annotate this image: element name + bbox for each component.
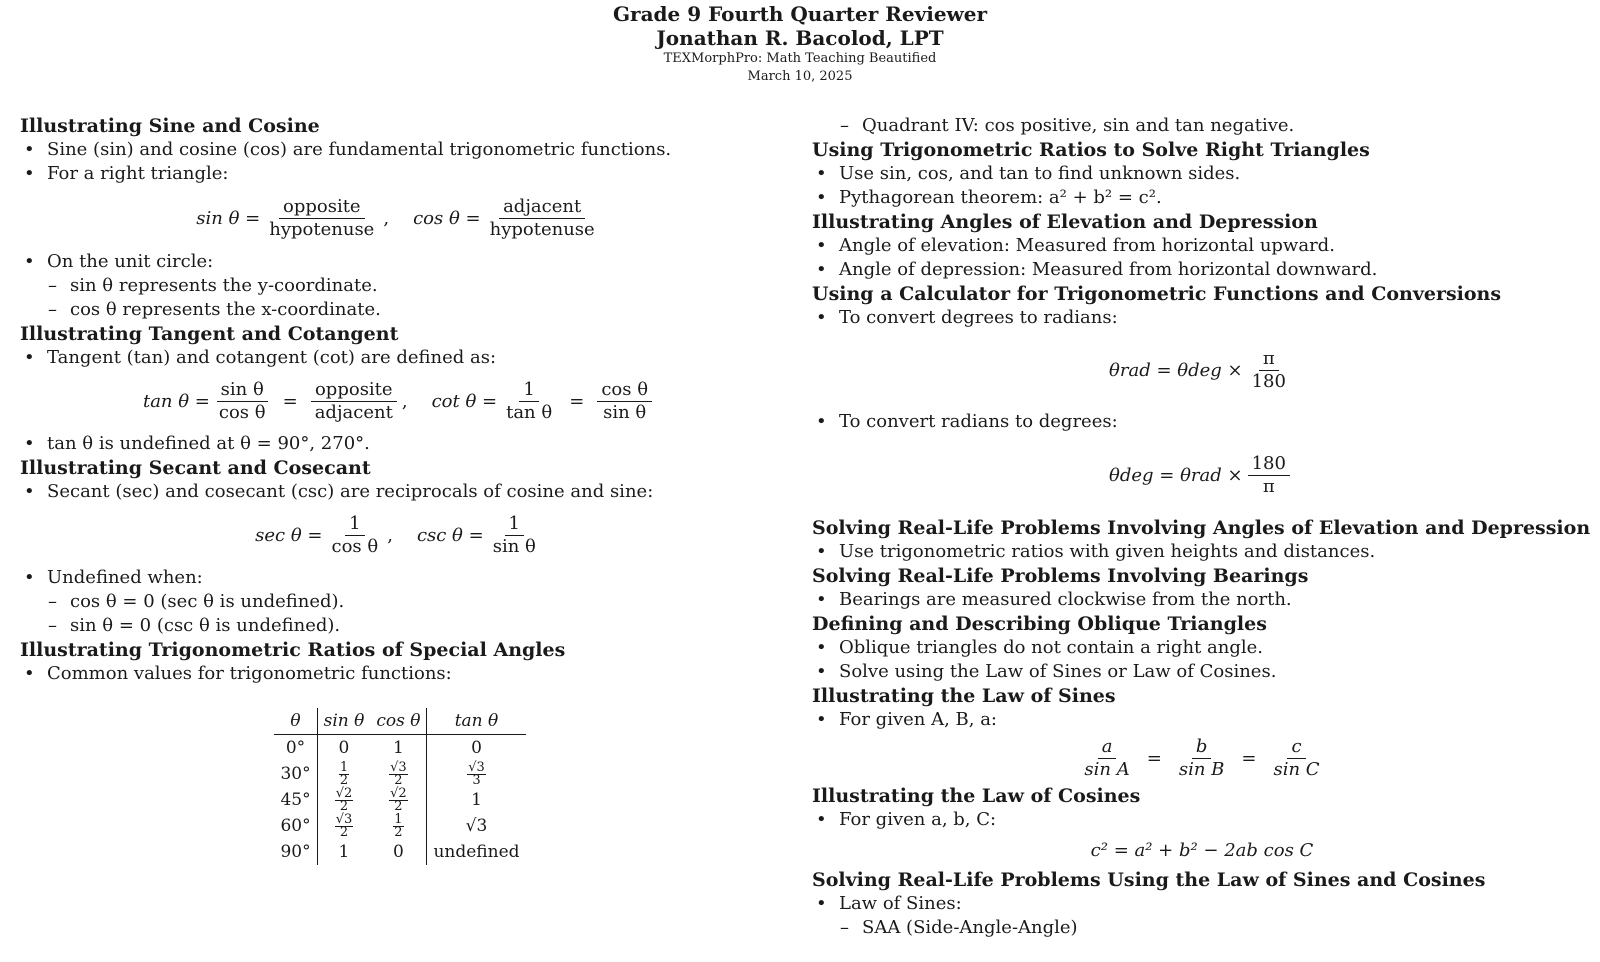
special-angles-table-wrapper [20, 708, 780, 865]
bullet-item: • To convert radians to degrees: [812, 410, 1592, 434]
document-title: Grade 9 Fourth Quarter Reviewer [612, 2, 988, 26]
small-fraction [335, 788, 354, 813]
table-cell-angle: 30° [274, 761, 317, 787]
small-fraction-den: 2 [394, 773, 403, 788]
section-heading: Defining and Describing Oblique Triangles [812, 613, 1267, 635]
table-header-cell: cos θ [370, 708, 427, 735]
table-cell: √3 [465, 816, 488, 836]
fraction-denominator: sin θ [492, 535, 536, 557]
table-row [274, 735, 525, 762]
small-fraction-num: √3 [335, 812, 353, 827]
equation-lhs: cos θ = [413, 207, 481, 229]
section-heading: Illustrating the Law of Cosines [812, 785, 1141, 807]
bullet-item: • Secant (sec) and cosecant (csc) are reciprocals of cosine and sine: [20, 480, 780, 504]
equals-sign: = [1146, 747, 1162, 769]
document-tagline: TEXMorphPro: Math Teaching Beautified [663, 51, 937, 66]
fraction [1269, 736, 1323, 781]
fraction-numerator: 180 [1248, 453, 1290, 476]
table-cell: 0 [370, 839, 427, 865]
bullet-item: • For a right triangle: [20, 162, 780, 186]
fraction [1248, 348, 1290, 393]
bullet-item: • Pythagorean theorem: a² + b² = c². [812, 186, 1592, 210]
bullet-item: • Oblique triangles do not contain a right angle. [812, 636, 1592, 660]
fraction-denominator: sin C [1273, 758, 1320, 780]
law-of-cosines-equation: c² = a² + b² − 2ab cos C [1090, 839, 1314, 861]
document-header [0, 2, 1600, 86]
fraction [1175, 736, 1229, 781]
bullet-item: • Tangent (tan) and cotangent (cot) are defined as: [20, 346, 780, 370]
fraction [489, 513, 540, 558]
table-cell [317, 761, 370, 787]
fraction [311, 379, 397, 424]
table-cell-angle: 90° [274, 839, 317, 865]
fraction-denominator: hypotenuse [269, 218, 375, 240]
small-fraction-num: 1 [394, 812, 403, 827]
small-fraction [339, 762, 349, 787]
small-fraction-num: √3 [468, 760, 485, 775]
section-heading: Using Trigonometric Ratios to Solve Right Triangles [812, 139, 1370, 161]
table-header-row [274, 708, 525, 735]
fraction-numerator: 1 [519, 379, 538, 402]
table-cell-angle: 60° [274, 813, 317, 839]
table-cell: 0 [471, 738, 482, 758]
small-fraction-den: 2 [394, 799, 403, 814]
table-cell [370, 761, 427, 787]
fraction-denominator: sin B [1178, 758, 1225, 780]
table-row [274, 813, 525, 839]
fraction [1080, 736, 1133, 781]
section-heading: Illustrating Trigonometric Ratios of Special Angles [20, 639, 566, 661]
comma: , [383, 207, 390, 229]
fraction-denominator: 180 [1251, 370, 1286, 392]
table-cell: 1 [370, 735, 427, 762]
fraction-numerator: cos θ [597, 379, 652, 402]
bullet-item: • Law of Sines: [812, 892, 1592, 916]
small-fraction-num: √2 [390, 786, 407, 801]
equals-sign: = [1241, 747, 1257, 769]
equation-lhs: θdeg = θrad × [1109, 464, 1243, 486]
equation-lhs: sin θ = [196, 207, 261, 229]
small-fraction-num: √2 [335, 786, 353, 801]
bullet-item: • tan θ is undefined at θ = 90°, 270°. [20, 432, 780, 456]
fraction-denominator: tan θ [506, 401, 553, 423]
fraction [597, 379, 652, 424]
bullet-item: • Common values for trigonometric functions: [20, 662, 780, 686]
small-fraction [389, 762, 408, 787]
fraction-numerator: opposite [311, 379, 397, 402]
special-angles-table [274, 708, 525, 865]
small-fraction-num: 1 [339, 760, 349, 775]
sub-bullet-item: – sin θ represents the y-coordinate. [20, 274, 780, 298]
fraction-denominator: adjacent [314, 401, 393, 423]
table-cell [317, 813, 370, 839]
small-fraction [389, 788, 408, 813]
right-column [812, 114, 1592, 940]
fraction-denominator: sin A [1084, 758, 1130, 780]
sub-bullet-item: – cos θ represents the x-coordinate. [20, 298, 780, 322]
fraction-numerator: sin θ [217, 379, 268, 402]
fraction [215, 379, 270, 424]
equation-lhs: cot θ = [431, 390, 498, 412]
table-cell [427, 761, 526, 787]
section-heading: Using a Calculator for Trigonometric Functions and Conversions [812, 283, 1502, 305]
table-cell: undefined [433, 842, 520, 862]
bullet-item: • For given a, b, C: [812, 808, 1592, 832]
sub-bullet-item: – sin θ = 0 (csc θ is undefined). [20, 614, 780, 638]
document-author: Jonathan R. Bacolod, LPT [656, 26, 944, 50]
small-fraction-den: 2 [394, 825, 403, 840]
sub-bullet-item: – cos θ = 0 (sec θ is undefined). [20, 590, 780, 614]
fraction-numerator: a [1098, 736, 1117, 759]
rad-to-deg-equation [812, 434, 1592, 516]
document-date: March 10, 2025 [747, 69, 853, 84]
table-cell-angle: 0° [274, 735, 317, 762]
equals-sign: = [282, 390, 298, 412]
table-header-cell: θ [274, 708, 317, 735]
sine-cosine-equation [20, 186, 780, 250]
bullet-item: • To convert degrees to radians: [812, 306, 1592, 330]
table-cell: 1 [471, 790, 482, 810]
bullet-item: • Use sin, cos, and tan to find unknown sides. [812, 162, 1592, 186]
table-cell: 1 [338, 842, 350, 862]
fraction-denominator: hypotenuse [489, 218, 595, 240]
section-heading: Solving Real-Life Problems Involving Bearings [812, 565, 1309, 587]
fraction-numerator: adjacent [499, 196, 585, 219]
secant-cosecant-equation [20, 504, 780, 566]
fraction [327, 513, 382, 558]
small-fraction-den: 3 [472, 773, 481, 788]
equals-sign: = [569, 390, 585, 412]
fraction-denominator: cos θ [218, 401, 266, 423]
table-cell [370, 787, 427, 813]
section-heading: Solving Real-Life Problems Using the Law of Sines and Cosines [812, 869, 1486, 891]
section-heading: Illustrating Sine and Cosine [20, 115, 320, 137]
table-row [274, 787, 525, 813]
section-heading: Illustrating Tangent and Cotangent [20, 323, 399, 345]
fraction-denominator: π [1262, 475, 1275, 497]
fraction [1248, 453, 1290, 498]
section-heading: Solving Real-Life Problems Involving Angles of Elevation and Depression [812, 517, 1591, 539]
section-heading: Illustrating Secant and Cosecant [20, 457, 371, 479]
small-fraction-num: √3 [390, 760, 407, 775]
bullet-item: • Use trigonometric ratios with given heights and distances. [812, 540, 1592, 564]
section-heading: Illustrating Angles of Elevation and Depression [812, 211, 1318, 233]
fraction-denominator: sin θ [603, 401, 647, 423]
fraction-numerator: c [1287, 736, 1305, 759]
fraction-numerator: π [1259, 348, 1279, 371]
section-heading: Illustrating the Law of Sines [812, 685, 1116, 707]
bullet-item: • Undefined when: [20, 566, 780, 590]
small-fraction [467, 762, 486, 787]
table-header-cell: sin θ [317, 708, 370, 735]
small-fraction [393, 814, 403, 839]
bullet-item: • Sine (sin) and cosine (cos) are fundamental trigonometric functions. [20, 138, 780, 162]
fraction [265, 196, 378, 241]
fraction [486, 196, 599, 241]
small-fraction-den: 2 [339, 825, 349, 840]
bullet-item: • Bearings are measured clockwise from the north. [812, 588, 1592, 612]
fraction-numerator: 1 [345, 513, 364, 536]
left-column [20, 114, 780, 865]
table-row [274, 761, 525, 787]
table-cell [317, 787, 370, 813]
fraction-numerator: b [1192, 736, 1212, 759]
table-header-cell: tan θ [427, 708, 526, 735]
table-row [274, 839, 525, 865]
fraction-numerator: 1 [505, 513, 524, 536]
bullet-item: • For given A, B, a: [812, 708, 1592, 732]
sub-bullet-item: – Quadrant IV: cos positive, sin and tan negative. [812, 114, 1592, 138]
bullet-item: • Angle of elevation: Measured from horizontal upward. [812, 234, 1592, 258]
small-fraction-den: 2 [339, 799, 349, 814]
fraction [502, 379, 556, 424]
bullet-item: • Solve using the Law of Sines or Law of Cosines. [812, 660, 1592, 684]
equation-lhs: csc θ = [416, 524, 484, 546]
comma: , [387, 524, 393, 546]
comma: , [401, 390, 408, 412]
table-cell [370, 813, 427, 839]
equation-lhs: tan θ = [142, 390, 210, 412]
bullet-item: • On the unit circle: [20, 250, 780, 274]
bullet-item: • Angle of depression: Measured from horizontal downward. [812, 258, 1592, 282]
law-of-sines-equation [812, 732, 1592, 784]
deg-to-rad-equation [812, 330, 1592, 410]
small-fraction [335, 814, 354, 839]
tangent-cotangent-equation [20, 370, 780, 432]
table-cell-angle: 45° [274, 787, 317, 813]
equation-lhs: θrad = θdeg × [1109, 359, 1243, 381]
fraction-denominator: cos θ [331, 535, 379, 557]
small-fraction-den: 2 [339, 773, 349, 788]
equation-lhs: sec θ = [255, 524, 323, 546]
sub-bullet-item: – SAA (Side-Angle-Angle) [812, 916, 1592, 940]
table-cell: 0 [338, 738, 350, 758]
fraction-numerator: opposite [279, 196, 365, 219]
